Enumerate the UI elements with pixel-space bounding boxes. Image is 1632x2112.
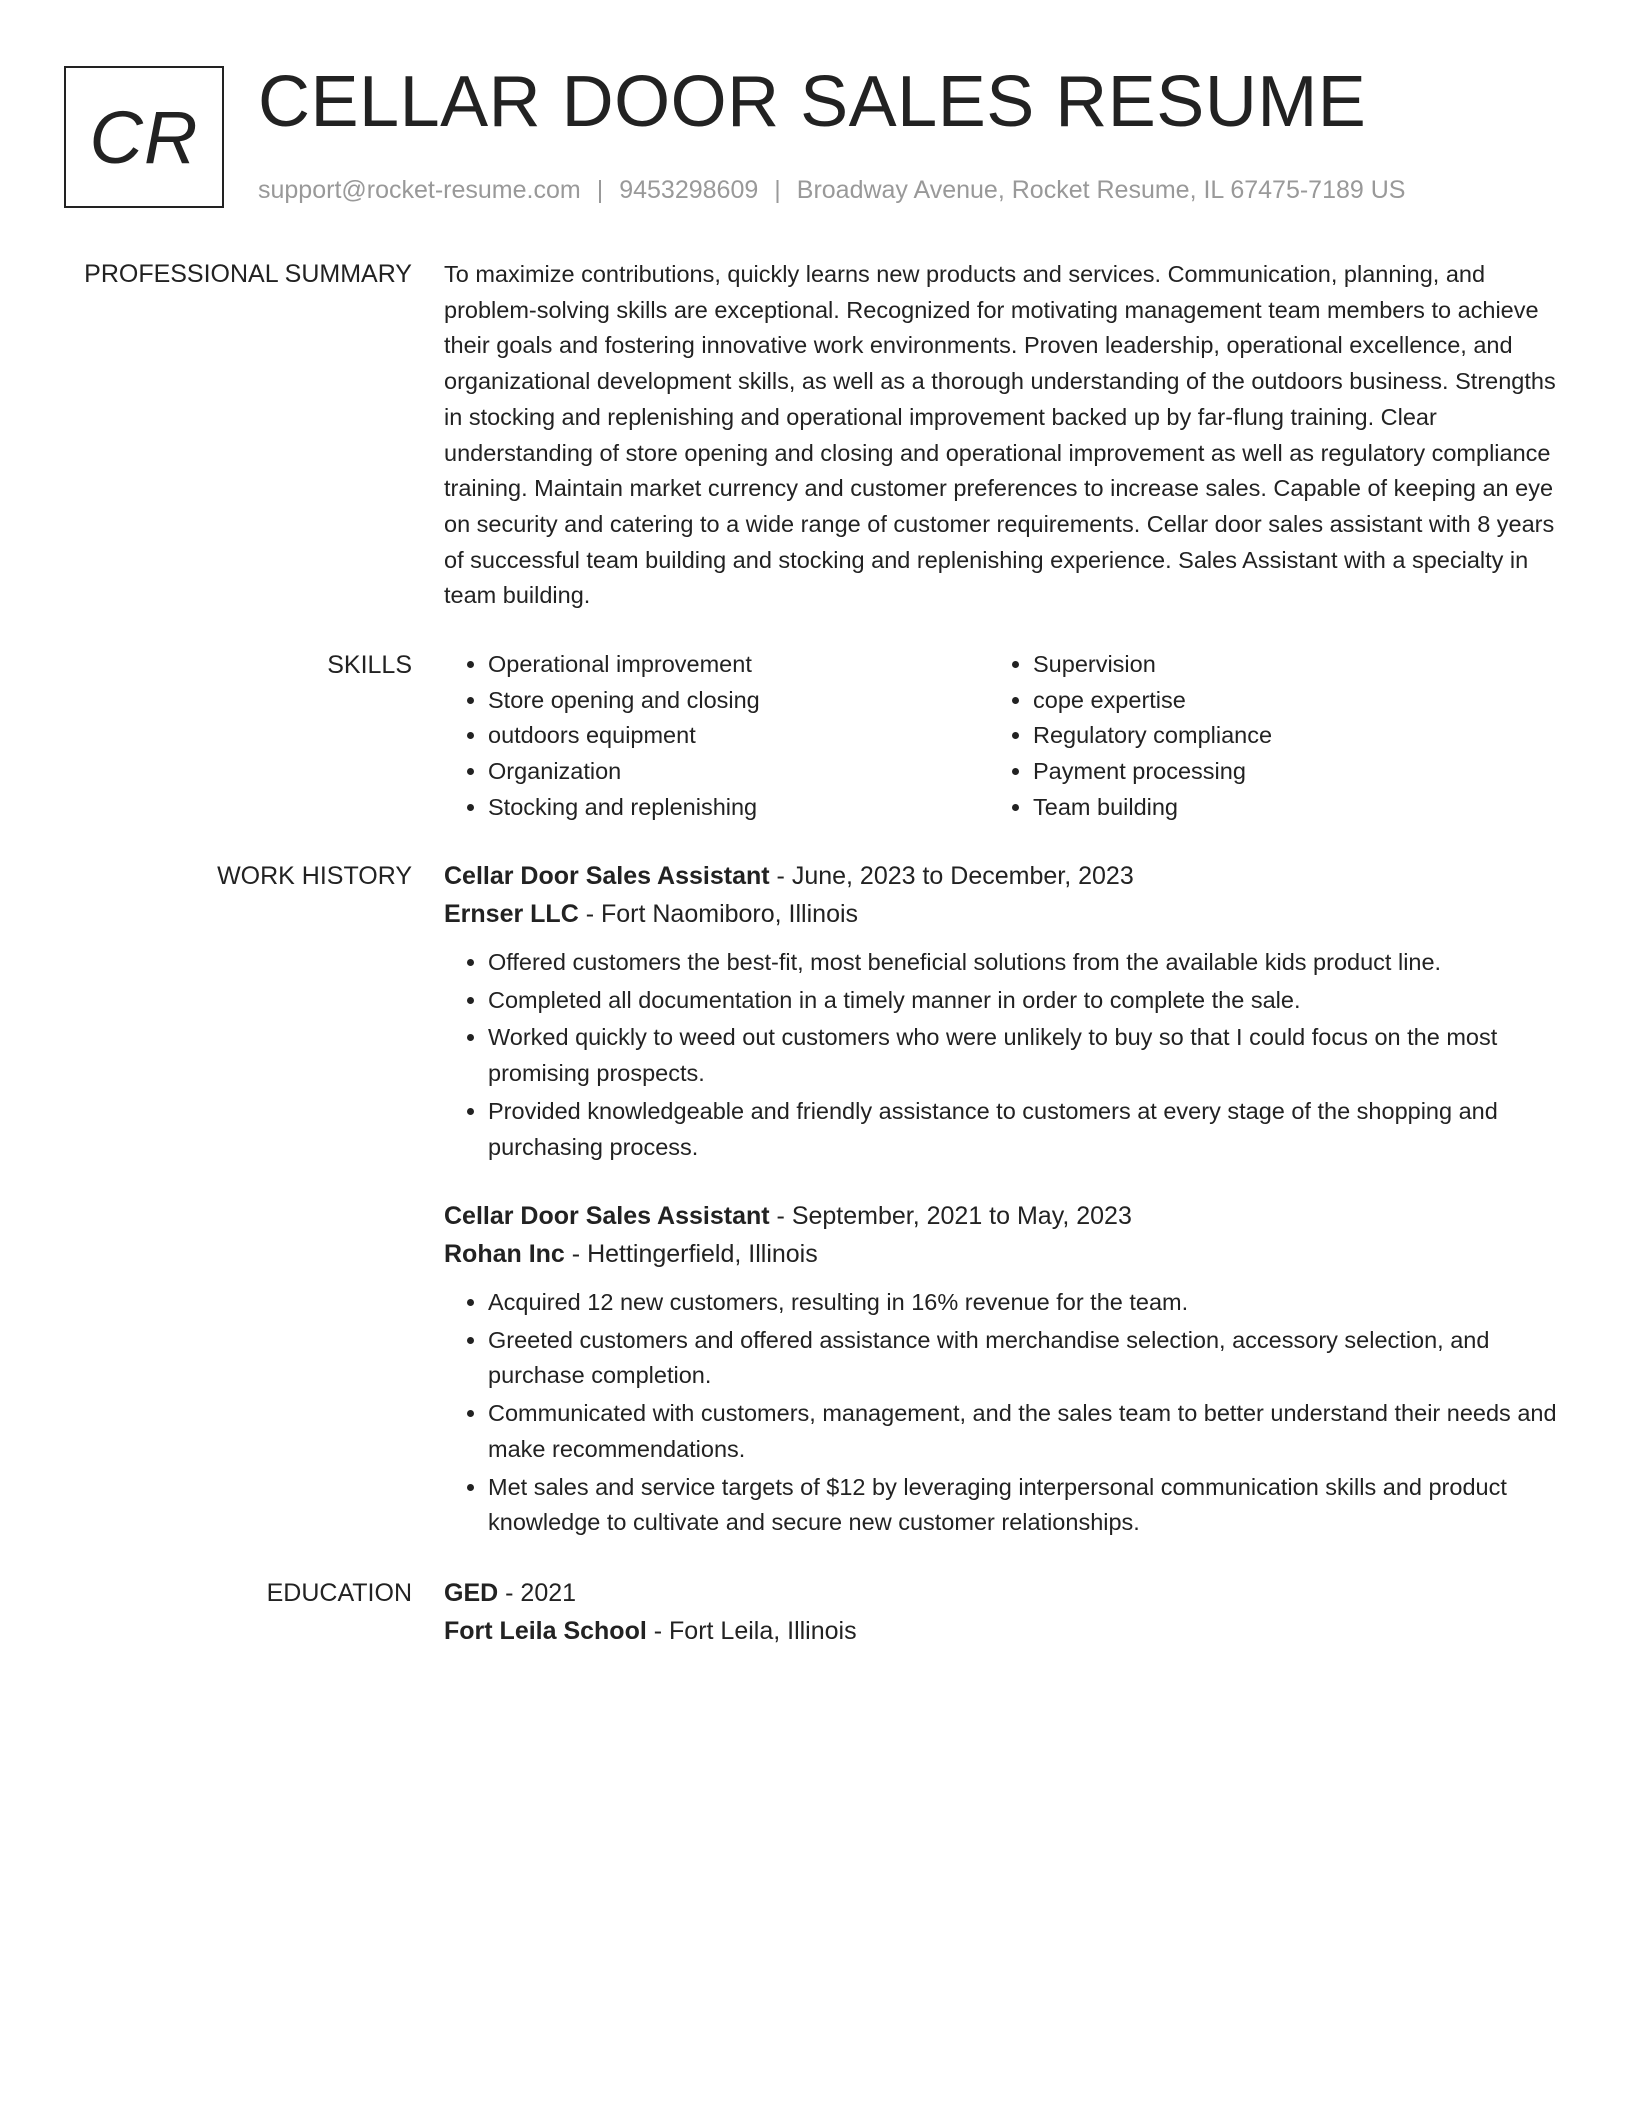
skill-item: • Operational improvement: [488, 647, 989, 683]
monogram-logo: CR: [64, 66, 224, 208]
contact-separator: |: [774, 176, 781, 204]
job-dates: - June, 2023 to December, 2023: [776, 862, 1134, 890]
section-label-work-history: WORK HISTORY: [217, 862, 412, 890]
job-company-line: [444, 895, 1560, 933]
job-title-line: [444, 857, 1560, 895]
contact-line: [258, 172, 1405, 208]
skill-item: • cope expertise: [1033, 683, 1534, 719]
job-bullets: [444, 945, 1560, 1165]
job-title-line: [444, 1197, 1560, 1235]
contact-phone: 9453298609: [619, 176, 759, 204]
job-bullet: • Communicated with customers, management, and the sales team to better understand their needs and make recommendations.: [488, 1396, 1560, 1467]
job-location: - Fort Naomiboro, Illinois: [585, 900, 859, 928]
skill-item: • Supervision: [1033, 647, 1534, 683]
job-company: Rohan Inc: [444, 1240, 565, 1268]
education-school: Fort Leila School: [444, 1617, 647, 1645]
job-company: Ernser LLC: [444, 900, 579, 928]
skills-list: [444, 647, 1560, 826]
section-label-summary: PROFESSIONAL SUMMARY: [84, 260, 412, 288]
job-entry: [444, 857, 1560, 1167]
job-bullet: • Worked quickly to weed out customers who were unlikely to buy so that I could focus on the most promising prospects.: [488, 1020, 1560, 1091]
education-year: - 2021: [505, 1579, 577, 1607]
skill-item: • Store opening and closing: [488, 683, 989, 719]
job-title: Cellar Door Sales Assistant: [444, 1202, 770, 1230]
education-degree-line: [444, 1574, 1560, 1612]
job-bullet: • Provided knowledgeable and friendly assistance to customers at every stage of the shopping and purchasing process.: [488, 1094, 1560, 1165]
job-bullet: • Offered customers the best-fit, most beneficial solutions from the available kids product line.: [488, 945, 1560, 981]
contact-email: support@rocket-resume.com: [258, 176, 581, 204]
skill-item: • Organization: [488, 754, 989, 790]
education-location: - Fort Leila, Illinois: [653, 1617, 857, 1645]
contact-address: Broadway Avenue, Rocket Resume, IL 67475-7189 US: [796, 176, 1406, 204]
job-dates: - September, 2021 to May, 2023: [776, 1202, 1132, 1230]
contact-separator: |: [596, 176, 604, 204]
skill-item: • Team building: [1033, 790, 1534, 826]
skill-item: • outdoors equipment: [488, 718, 989, 754]
education-school-line: [444, 1612, 1560, 1650]
skill-item: • Payment processing: [1033, 754, 1534, 790]
job-location: - Hettingerfield, Illinois: [571, 1240, 818, 1268]
skill-item: • Stocking and replenishing: [488, 790, 989, 826]
job-company-line: [444, 1235, 1560, 1273]
job-entry: [444, 1197, 1560, 1543]
job-bullet: • Completed all documentation in a timely manner in order to complete the sale.: [488, 983, 1560, 1019]
job-title: Cellar Door Sales Assistant: [444, 862, 770, 890]
education-degree: GED: [444, 1579, 499, 1607]
education-entry: [444, 1574, 1560, 1650]
skills-column-left: [444, 647, 989, 826]
skill-item: • Regulatory compliance: [1033, 718, 1534, 754]
summary-text: To maximize contributions, quickly learns new products and services. Communication, planning, and problem-solving skills are exceptional. Recognized for motivating management team members to achieve their goals and fostering innovative work environments. Proven leadership, operational excellence, and organizational development skills, as well as a thorough understanding of the outdoors business. Strengths in stocking and replenishing and operational improvement backed up by far-flung training. Clear understanding of store opening and closing and operational improvement as well as regulatory compliance training. Maintain market currency and customer preferences to increase sales. Capable of keeping an eye on security and catering to a wide range of customer requirements. Cellar door sales assistant with 8 years of successful team building and stocking and replenishing experience. Sales Assistant with a specialty in team building.: [444, 261, 1556, 609]
resume-title: CELLAR DOOR SALES RESUME: [258, 62, 1367, 142]
job-bullet: • Met sales and service targets of $12 by leveraging interpersonal communication skills and product knowledge to cultivate and secure new customer relationships.: [488, 1470, 1560, 1541]
job-bullets: [444, 1285, 1560, 1541]
section-label-skills: SKILLS: [327, 651, 412, 679]
section-label-education: EDUCATION: [266, 1579, 412, 1607]
job-bullet: • Acquired 12 new customers, resulting in 16% revenue for the team.: [488, 1285, 1560, 1321]
job-bullet: • Greeted customers and offered assistance with merchandise selection, accessory selection, and purchase completion.: [488, 1323, 1560, 1394]
skills-column-right: [989, 647, 1534, 826]
